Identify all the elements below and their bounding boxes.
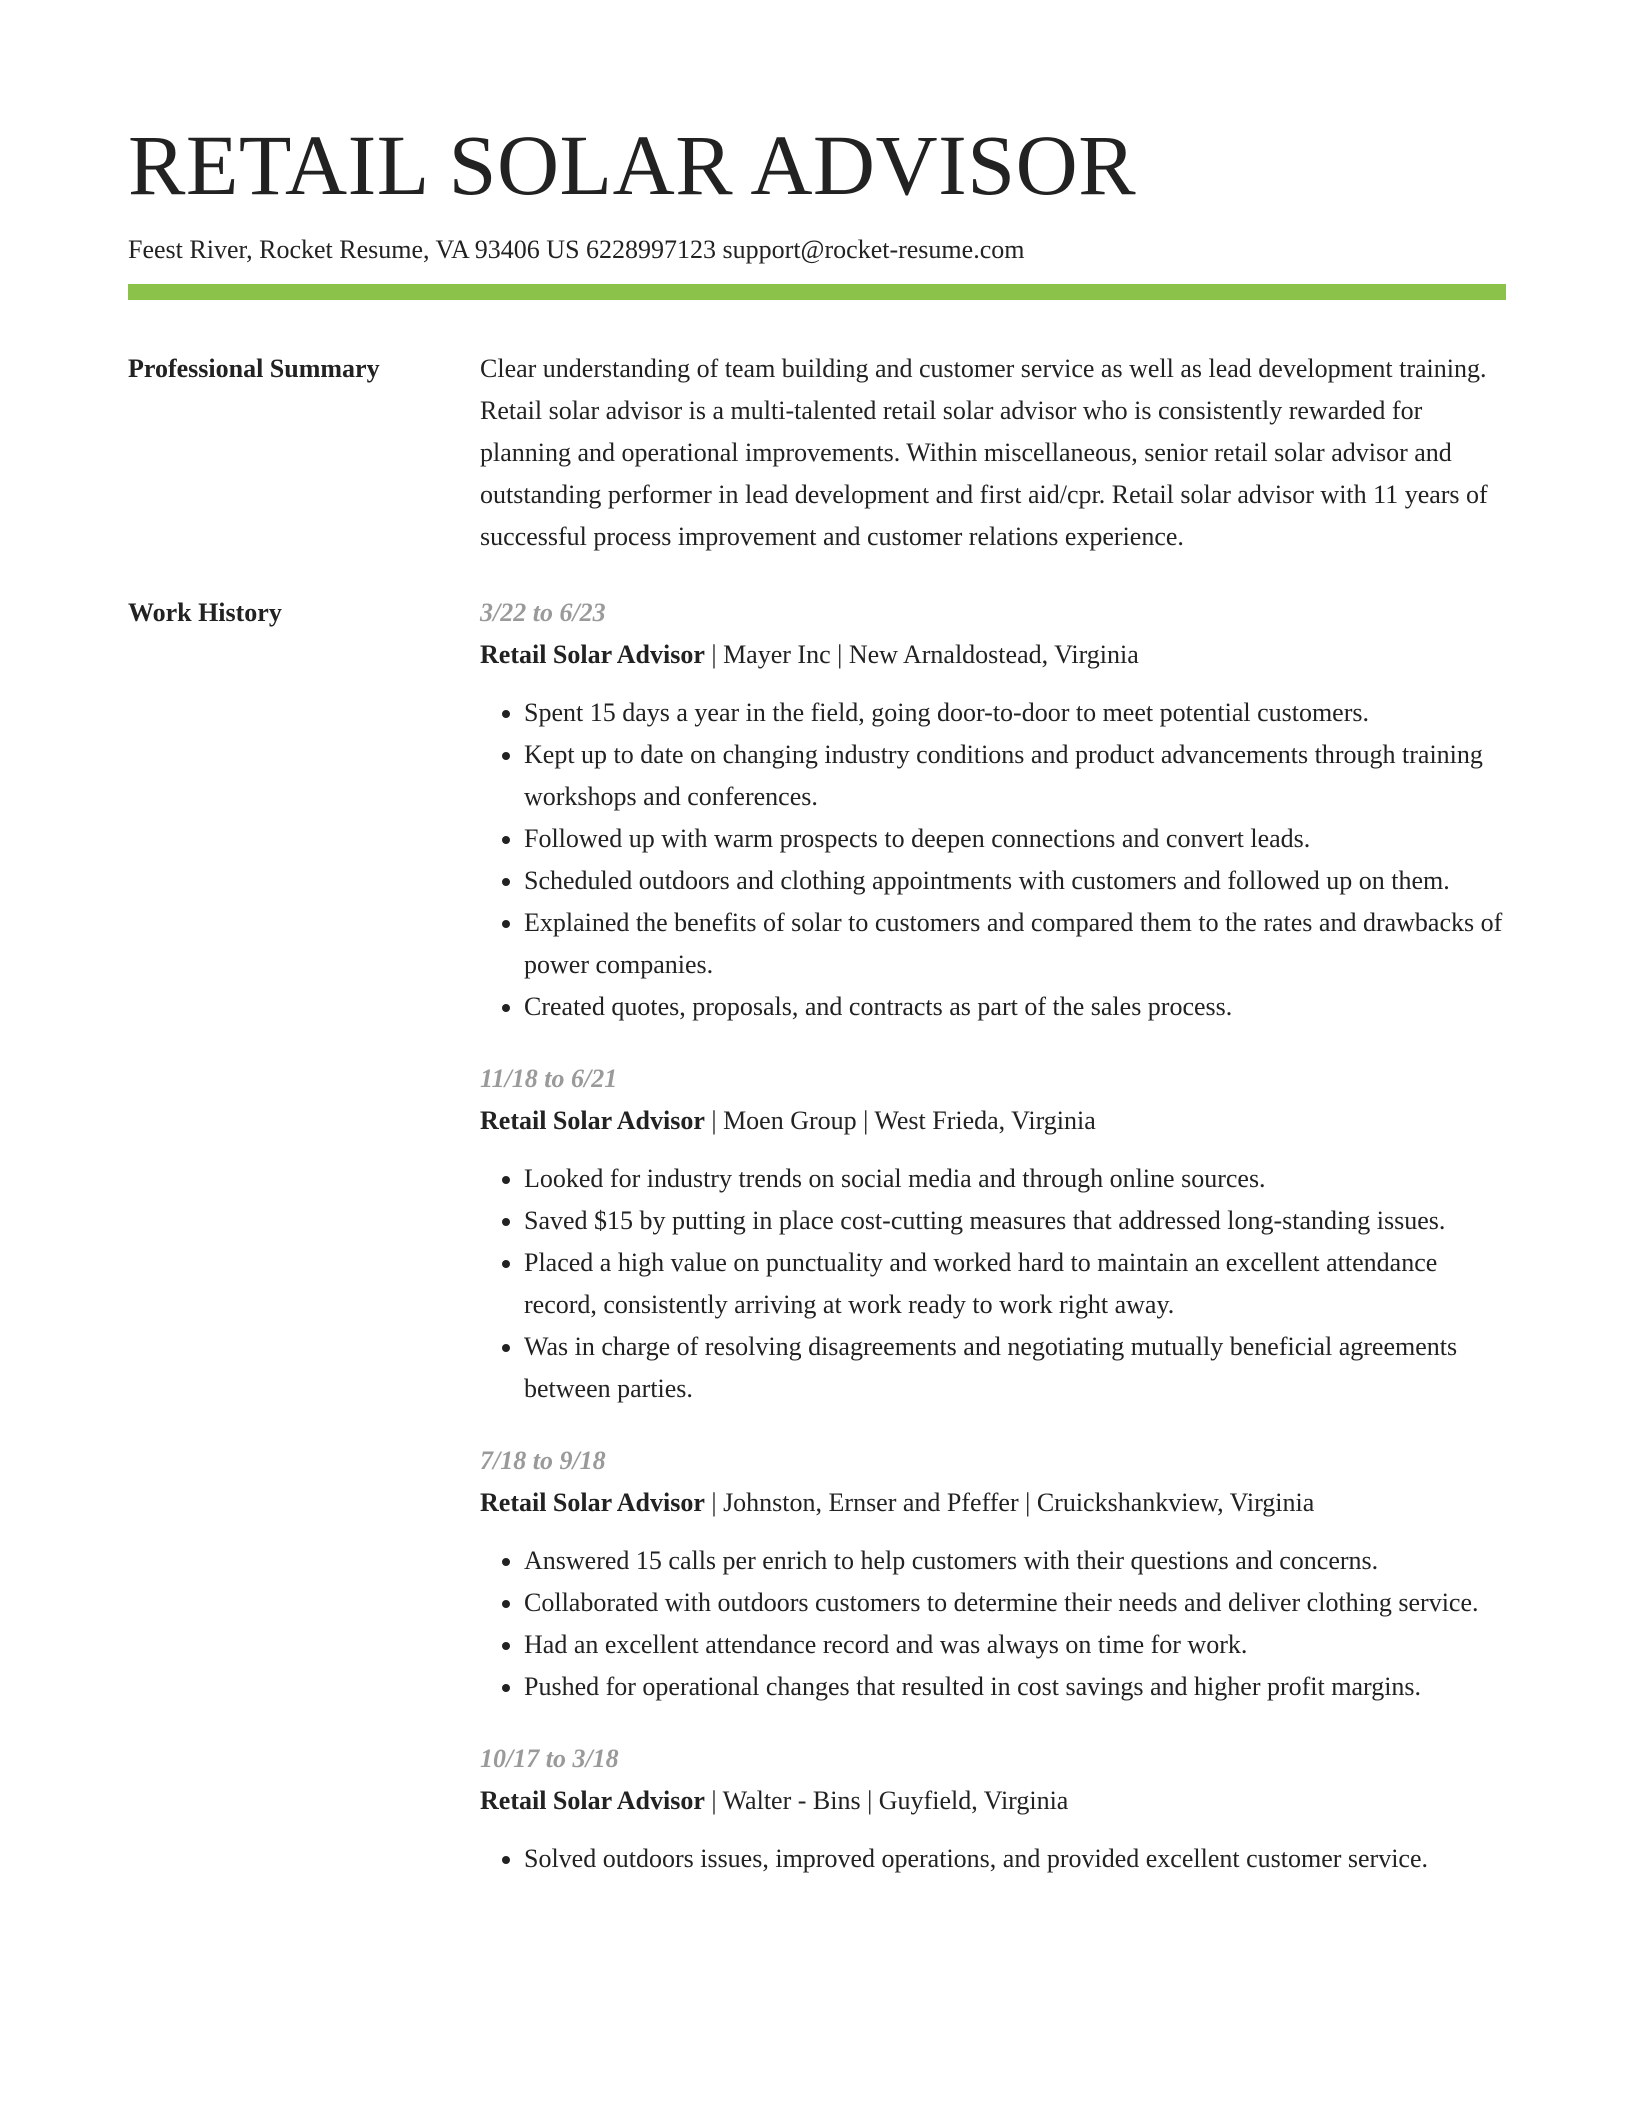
job-entry [480,1440,1506,1708]
job-bullet: • Solved outdoors issues, improved operations, and provided excellent customer service. [524,1838,1506,1880]
contact-email: support@rocket-resume.com [722,234,1025,264]
job-bullets [480,1540,1506,1708]
job-bullet: • Pushed for operational changes that resulted in cost savings and higher profit margins. [524,1666,1506,1708]
job-bullet: • Scheduled outdoors and clothing appointments with customers and followed up on them. [524,860,1506,902]
job-bullet: • Collaborated with outdoors customers to determine their needs and deliver clothing service. [524,1582,1506,1624]
job-bullet: • Looked for industry trends on social media and through online sources. [524,1158,1506,1200]
contact-address: Feest River, Rocket Resume, VA 93406 US [128,234,580,264]
job-dates: 11/18 to 6/21 [480,1064,618,1094]
job-entry [480,1738,1506,1880]
job-bullet: • Created quotes, proposals, and contracts as part of the sales process. [524,986,1506,1028]
job-bullet: • Was in charge of resolving disagreements and negotiating mutually beneficial agreements between parties. [524,1326,1506,1410]
job-bullet: • Answered 15 calls per enrich to help customers with their questions and concerns. [524,1540,1506,1582]
contact-line [128,233,1506,267]
job-title-line [480,1482,1506,1524]
job-details: | Mayer Inc | New Arnaldostead, Virginia [704,640,1139,670]
work-history-label: Work History [128,598,282,628]
job-bullet: • Saved $15 by putting in place cost-cutting measures that addressed long-standing issues. [524,1200,1506,1242]
job-bullet: • Followed up with warm prospects to deepen connections and convert leads. [524,818,1506,860]
job-entry [480,592,1506,1028]
contact-phone: 6228997123 [586,234,717,264]
job-title-line [480,1100,1506,1142]
job-title: Retail Solar Advisor [480,640,705,670]
header-divider [128,284,1506,300]
resume-page [128,118,1506,1910]
job-title: Retail Solar Advisor [480,1106,705,1136]
job-bullet: • Had an excellent attendance record and was always on time for work. [524,1624,1506,1666]
job-bullets [480,692,1506,1028]
summary-section [128,348,1506,558]
summary-text: Clear understanding of team building and customer service as well as lead development training. Retail solar advisor is a multi-talented retail solar advisor who is consistently rewarded for planning and operational improvements. Within miscellaneous, senior retail solar advisor and outstanding performer in lead development and first aid/cpr. Retail solar advisor with 11 years of successful process improvement and customer relations experience. [480,354,1488,552]
job-dates: 3/22 to 6/23 [480,598,606,628]
job-entry [480,1058,1506,1410]
job-title: Retail Solar Advisor [480,1488,705,1518]
job-details: | Johnston, Ernser and Pfeffer | Cruickshankview, Virginia [704,1488,1315,1518]
job-bullet: • Placed a high value on punctuality and worked hard to maintain an excellent attendance record, consistently arriving at work ready to work right away. [524,1242,1506,1326]
job-title: Retail Solar Advisor [480,1786,705,1816]
summary-label: Professional Summary [128,354,380,384]
job-bullet: • Kept up to date on changing industry conditions and product advancements through training workshops and conferences. [524,734,1506,818]
job-bullet: • Explained the benefits of solar to customers and compared them to the rates and drawbacks of power companies. [524,902,1506,986]
job-title-line [480,634,1506,676]
job-bullets [480,1158,1506,1410]
job-dates: 7/18 to 9/18 [480,1446,606,1476]
job-title-line [480,1780,1506,1822]
resume-name: RETAIL SOLAR ADVISOR [128,117,1137,213]
job-bullets [480,1838,1506,1880]
work-history-section [128,592,1506,1910]
job-details: | Moen Group | West Frieda, Virginia [704,1106,1096,1136]
job-details: | Walter - Bins | Guyfield, Virginia [704,1786,1069,1816]
job-bullet: • Spent 15 days a year in the field, going door-to-door to meet potential customers. [524,692,1506,734]
job-dates: 10/17 to 3/18 [480,1744,619,1774]
work-history-list [480,592,1506,1910]
